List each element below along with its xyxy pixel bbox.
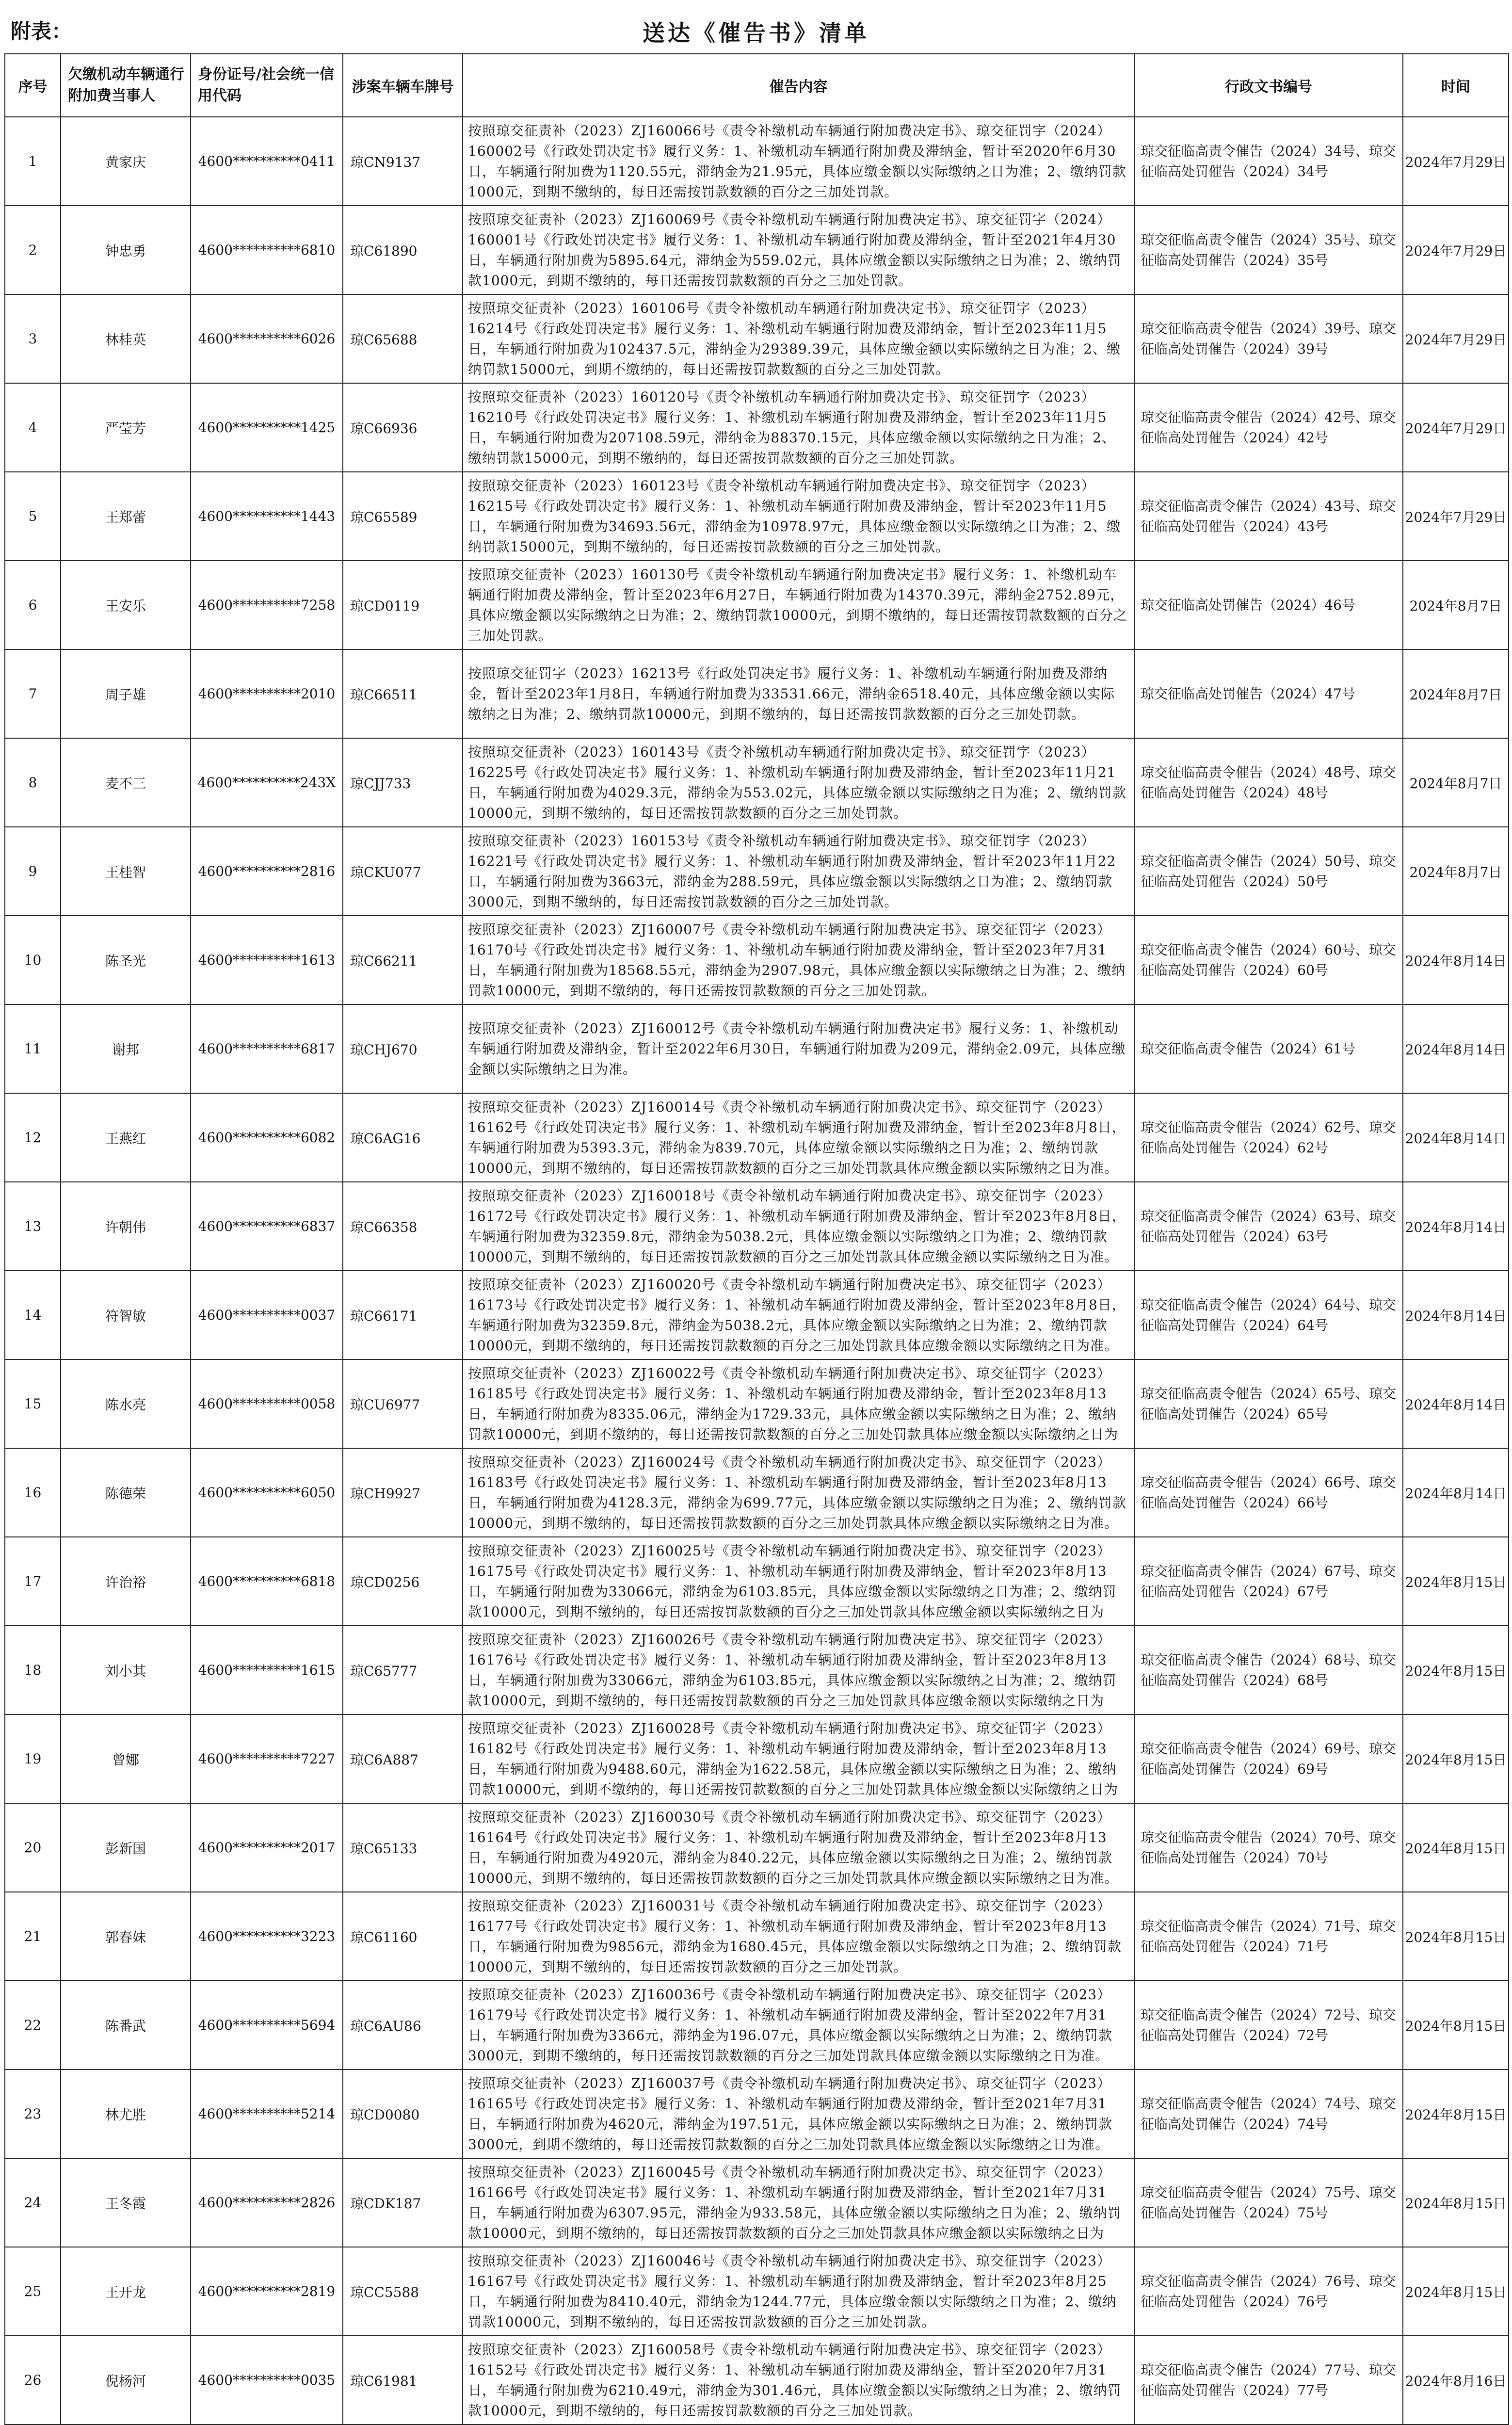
cell-id-number: 4600**********6818 — [191, 1537, 343, 1626]
notice-content-text: 按照琼交征责补（2023）ZJ160058号《责令补缴机动车辆通行附加费决定书》、琼交征罚字（2023）16152号《行政处罚决定书》履行义务：1、补缴机动车辆通行附加费及滞纳金，暂计至2020年7月31日，车辆通行附加费为6210.49元，滞纳金为301.46元，具体应缴金额以实际缴纳之日为准；2、缴纳罚款10000元，到期不缴纳的，每日还需按罚款数额的百分之三加处罚款。 — [468, 2341, 1122, 2419]
cell-no: 8 — [5, 738, 61, 827]
cell-party-name: 王桂智 — [61, 827, 191, 916]
cell-document-number: 琼交征临高责令催告（2024）68号、琼交征临高处罚催告（2024）68号 — [1134, 1626, 1403, 1714]
table-row — [5, 827, 1509, 916]
table-row — [5, 117, 1509, 206]
cell-date: 2024年7月29日 — [1403, 206, 1509, 294]
notice-content-text: 按照琼交征责补（2023）ZJ160066号《责令补缴机动车辆通行附加费决定书》、琼交征罚字（2024）160002号《行政处罚决定书》履行义务：1、补缴机动车辆通行附加费及滞纳金，暂计至2020年6月30日，车辆通行附加费为1120.55元，滞纳金为21.95元，具体应缴金额以实际缴纳之日为准；2、缴纳罚款1000元，到期不缴纳的，每日还需按罚款数额的百分之三加处罚款。 — [468, 122, 1126, 200]
cell-document-number: 琼交征临高责令催告（2024）61号 — [1134, 1004, 1403, 1093]
cell-document-number: 琼交征临高责令催告（2024）64号、琼交征临高处罚催告（2024）64号 — [1134, 1271, 1403, 1359]
cell-date: 2024年8月7日 — [1403, 827, 1509, 916]
cell-notice-content — [463, 916, 1134, 1004]
cell-party-name: 王安乐 — [61, 561, 191, 649]
cell-date: 2024年8月14日 — [1403, 1004, 1509, 1093]
table-row — [5, 2069, 1509, 2158]
page-title: 送达《催告书》清单 — [643, 20, 869, 46]
cell-no: 9 — [5, 827, 61, 916]
cell-plate-number: 琼C66511 — [343, 649, 463, 738]
notice-content-text: 按照琼交征责补（2023）160143号《责令补缴机动车辆通行附加费决定书》、琼交征罚字（2023）16225号《行政处罚决定书》履行义务：1、补缴机动车辆通行附加费及滞纳金，暂计至2023年11月21日，车辆通行附加费为4029.3元，滞纳金为553.02元，具体应缴金额以实际缴纳之日为准；2、缴纳罚款10000元，到期不缴纳的，每日还需按罚款数额的百分之三加处罚款。 — [468, 744, 1126, 821]
cell-plate-number: 琼C66211 — [343, 916, 463, 1004]
table-row — [5, 472, 1509, 561]
table-row — [5, 2158, 1509, 2247]
cell-id-number: 4600**********2816 — [191, 827, 343, 916]
cell-party-name: 郭春妹 — [61, 1892, 191, 1981]
cell-plate-number: 琼C61160 — [343, 1892, 463, 1981]
cell-plate-number: 琼CJJ733 — [343, 738, 463, 827]
cell-date: 2024年8月15日 — [1403, 1714, 1509, 1803]
cell-document-number: 琼交征临高责令催告（2024）66号、琼交征临高处罚催告（2024）66号 — [1134, 1448, 1403, 1537]
cell-plate-number: 琼C6AG16 — [343, 1093, 463, 1182]
cell-no: 10 — [5, 916, 61, 1004]
cell-no: 4 — [5, 383, 61, 472]
cell-date: 2024年8月7日 — [1403, 649, 1509, 738]
table-row — [5, 2336, 1509, 2425]
cell-id-number: 4600**********6837 — [191, 1182, 343, 1271]
cell-id-number: 4600**********6026 — [191, 294, 343, 383]
cell-party-name: 周子雄 — [61, 649, 191, 738]
cell-no: 17 — [5, 1537, 61, 1626]
notice-content-text: 按照琼交征责补（2023）ZJ160037号《责令补缴机动车辆通行附加费决定书》、琼交征罚字（2023）16165号《行政处罚决定书》履行义务：1、补缴机动车辆通行附加费及滞纳金，暂计至2021年7月31日，车辆通行附加费为4620元，滞纳金为197.51元，具体应缴金额以实际缴纳之日为准；2、缴纳罚款3000元，到期不缴纳的，每日还需按罚款数额的百分之三加处罚款具体应缴金额以实际缴纳之日为准。 — [468, 2075, 1113, 2152]
cell-no: 13 — [5, 1182, 61, 1271]
cell-document-number: 琼交征临高责令催告（2024）70号、琼交征临高处罚催告（2024）70号 — [1134, 1803, 1403, 1892]
cell-id-number: 4600**********2010 — [191, 649, 343, 738]
cell-no: 1 — [5, 117, 61, 206]
notice-content-text: 按照琼交征责补（2023）ZJ160046号《责令补缴机动车辆通行附加费决定书》、琼交征罚字（2023）16167号《行政处罚决定书》履行义务：1、补缴机动车辆通行附加费及滞纳金，暂计至2023年8月25日，车辆通行附加费为8410.40元，滞纳金为1244.77元，具体应缴金额以实际缴纳之日为准；2、缴纳罚款10000元，到期不缴纳的，每日还需按罚款数额的百分之三加处罚款。 — [468, 2252, 1117, 2330]
cell-plate-number: 琼C65133 — [343, 1803, 463, 1892]
cell-date: 2024年8月14日 — [1403, 1093, 1509, 1182]
cell-notice-content — [463, 383, 1134, 472]
cell-party-name: 陈圣光 — [61, 916, 191, 1004]
table-row — [5, 1359, 1509, 1448]
cell-date: 2024年8月14日 — [1403, 1448, 1509, 1537]
cell-id-number: 4600**********5214 — [191, 2069, 343, 2158]
cell-notice-content — [463, 206, 1134, 294]
cell-date: 2024年7月29日 — [1403, 294, 1509, 383]
cell-notice-content — [463, 472, 1134, 561]
cell-id-number: 4600**********0411 — [191, 117, 343, 206]
cell-no: 5 — [5, 472, 61, 561]
cell-party-name: 钟忠勇 — [61, 206, 191, 294]
cell-id-number: 4600**********2017 — [191, 1803, 343, 1892]
cell-no: 20 — [5, 1803, 61, 1892]
cell-document-number: 琼交征临高责令催告（2024）71号、琼交征临高处罚催告（2024）71号 — [1134, 1892, 1403, 1981]
notice-content-text: 按照琼交征责补（2023）ZJ160018号《责令补缴机动车辆通行附加费决定书》、琼交征罚字（2023）16172号《行政处罚决定书》履行义务：1、补缴机动车辆通行附加费及滞纳金，暂计至2023年8月8日，车辆通行附加费为32359.8元，滞纳金为5038.2元，具体应缴金额以实际缴纳之日为准；2、缴纳罚款10000元，到期不缴纳的，每日还需按罚款数额的百分之三加处罚款具体应缴金额以实际缴纳之日为准。 — [468, 1187, 1126, 1265]
cell-plate-number: 琼C66171 — [343, 1271, 463, 1359]
notice-content-text: 按照琼交征责补（2023）160153号《责令补缴机动车辆通行附加费决定书》、琼交征罚字（2023）16221号《行政处罚决定书》履行义务：1、补缴机动车辆通行附加费及滞纳金，暂计至2023年11月22日，车辆通行附加费为3663元，滞纳金为288.59元，具体应缴金额以实际缴纳之日为准；2、缴纳罚款3000元，到期不缴纳的，每日还需按罚款数额的百分之三加处罚款。 — [468, 832, 1116, 910]
column-header-no: 序号 — [5, 54, 61, 117]
cell-plate-number: 琼CU6977 — [343, 1359, 463, 1448]
cell-party-name: 彭新国 — [61, 1803, 191, 1892]
column-header-plate: 涉案车辆车牌号 — [343, 54, 463, 117]
cell-plate-number: 琼CH9927 — [343, 1448, 463, 1537]
cell-no: 22 — [5, 1981, 61, 2069]
cell-no: 2 — [5, 206, 61, 294]
cell-notice-content — [463, 1714, 1134, 1803]
cell-id-number: 4600**********7227 — [191, 1714, 343, 1803]
notice-content-text: 按照琼交征罚字（2023）16213号《行政处罚决定书》履行义务：1、补缴机动车辆通行附加费及滞纳金，暂计至2023年1月8日，车辆通行附加费为33531.66元，滞纳金6518.40元，具体应缴金额以实际缴纳之日为准；2、缴纳罚款10000元，到期不缴纳的，每日还需按罚款数额的百分之三加处罚款。 — [468, 665, 1115, 722]
cell-party-name: 符智敏 — [61, 1271, 191, 1359]
column-header-id: 身份证号/社会统一信用代码 — [191, 54, 343, 117]
cell-no: 12 — [5, 1093, 61, 1182]
cell-document-number: 琼交征临高责令催告（2024）72号、琼交征临高处罚催告（2024）72号 — [1134, 1981, 1403, 2069]
notice-content-text: 按照琼交征责补（2023）ZJ160031号《责令补缴机动车辆通行附加费决定书》、琼交征罚字（2023）16177号《行政处罚决定书》履行义务：1、补缴机动车辆通行附加费及滞纳金，暂计至2023年8月13日，车辆通行附加费为9856元，滞纳金为1680.45元，具体应缴金额以实际缴纳之日为准；2、缴纳罚款10000元，到期不缴纳的，每日还需按罚款数额的百分之三加处罚款。 — [468, 1897, 1122, 1975]
cell-notice-content — [463, 1093, 1134, 1182]
cell-notice-content — [463, 2247, 1134, 2336]
cell-plate-number: 琼C66358 — [343, 1182, 463, 1271]
cell-notice-content — [463, 294, 1134, 383]
cell-date: 2024年8月15日 — [1403, 2247, 1509, 2336]
cell-plate-number: 琼CC5588 — [343, 2247, 463, 2336]
cell-date: 2024年8月15日 — [1403, 1626, 1509, 1714]
table-row — [5, 1626, 1509, 1714]
cell-no: 7 — [5, 649, 61, 738]
cell-document-number: 琼交征临高责令催告（2024）62号、琼交征临高处罚催告（2024）62号 — [1134, 1093, 1403, 1182]
cell-party-name: 王郑蕾 — [61, 472, 191, 561]
cell-id-number: 4600**********5694 — [191, 1981, 343, 2069]
cell-document-number: 琼交征临高责令催告（2024）69号、琼交征临高处罚催告（2024）69号 — [1134, 1714, 1403, 1803]
cell-party-name: 严莹芳 — [61, 383, 191, 472]
cell-party-name: 王冬霞 — [61, 2158, 191, 2247]
notice-content-text: 按照琼交征责补（2023）ZJ160012号《责令补缴机动车辆通行附加费决定书》履行义务：1、补缴机动车辆通行附加费及滞纳金，暂计至2022年6月30日，车辆通行附加费为209元，滞纳金2.09元，具体应缴金额以实际缴纳之日为准。 — [468, 1020, 1126, 1077]
cell-plate-number: 琼CN9137 — [343, 117, 463, 206]
cell-plate-number: 琼C61981 — [343, 2336, 463, 2425]
cell-party-name: 王开龙 — [61, 2247, 191, 2336]
cell-plate-number: 琼C65688 — [343, 294, 463, 383]
cell-date: 2024年8月15日 — [1403, 2069, 1509, 2158]
cell-notice-content — [463, 1448, 1134, 1537]
notice-content-text: 按照琼交征责补（2023）ZJ160036号《责令补缴机动车辆通行附加费决定书》、琼交征罚字（2023）16179号《行政处罚决定书》履行义务：1、补缴机动车辆通行附加费及滞纳金，暂计至2022年7月31日，车辆通行附加费为3366元，滞纳金为196.07元，具体应缴金额以实际缴纳之日为准；2、缴纳罚款3000元，到期不缴纳的，每日还需按罚款数额的百分之三加处罚款具体应缴金额以实际缴纳之日为准。 — [468, 1986, 1113, 2064]
cell-no: 26 — [5, 2336, 61, 2425]
cell-plate-number: 琼CHJ670 — [343, 1004, 463, 1093]
cell-notice-content — [463, 827, 1134, 916]
cell-document-number: 琼交征临高责令催告（2024）67号、琼交征临高处罚催告（2024）67号 — [1134, 1537, 1403, 1626]
cell-notice-content — [463, 1271, 1134, 1359]
table-row — [5, 294, 1509, 383]
cell-party-name: 林桂英 — [61, 294, 191, 383]
cell-date: 2024年8月7日 — [1403, 561, 1509, 649]
cell-no: 3 — [5, 294, 61, 383]
table-row — [5, 649, 1509, 738]
cell-notice-content — [463, 2069, 1134, 2158]
table-header-row — [5, 54, 1509, 117]
cell-plate-number: 琼C61890 — [343, 206, 463, 294]
table-row — [5, 916, 1509, 1004]
cell-document-number: 琼交征临高责令催告（2024）48号、琼交征临高处罚催告（2024）48号 — [1134, 738, 1403, 827]
cell-party-name: 倪杨河 — [61, 2336, 191, 2425]
cell-no: 16 — [5, 1448, 61, 1537]
table-row — [5, 1537, 1509, 1626]
cell-notice-content — [463, 1537, 1134, 1626]
document-header — [0, 0, 1512, 53]
cell-document-number: 琼交征临高责令催告（2024）65号、琼交征临高处罚催告（2024）65号 — [1134, 1359, 1403, 1448]
cell-notice-content — [463, 738, 1134, 827]
cell-date: 2024年8月14日 — [1403, 1359, 1509, 1448]
table-row — [5, 561, 1509, 649]
cell-party-name: 谢邦 — [61, 1004, 191, 1093]
column-header-time: 时间 — [1403, 54, 1509, 117]
cell-plate-number: 琼C65777 — [343, 1626, 463, 1714]
cell-document-number: 琼交征临高责令催告（2024）35号、琼交征临高处罚催告（2024）35号 — [1134, 206, 1403, 294]
table-row — [5, 206, 1509, 294]
cell-party-name: 林尤胜 — [61, 2069, 191, 2158]
cell-document-number: 琼交征临高责令催告（2024）34号、琼交征临高处罚催告（2024）34号 — [1134, 117, 1403, 206]
table-row — [5, 738, 1509, 827]
cell-id-number: 4600**********0058 — [191, 1359, 343, 1448]
cell-notice-content — [463, 1892, 1134, 1981]
notice-content-text: 按照琼交征责补（2023）ZJ160024号《责令补缴机动车辆通行附加费决定书》、琼交征罚字（2023）16183号《行政处罚决定书》履行义务：1、补缴机动车辆通行附加费及滞纳金，暂计至2023年8月13日，车辆通行附加费为4128.3元，滞纳金为699.77元，具体应缴金额以实际缴纳之日为准；2、缴纳罚款10000元，到期不缴纳的，每日还需按罚款数额的百分之三加处罚款具体应缴金额以实际缴纳之日为准。 — [468, 1454, 1126, 1531]
cell-date: 2024年7月29日 — [1403, 117, 1509, 206]
cell-party-name: 王燕红 — [61, 1093, 191, 1182]
cell-date: 2024年8月14日 — [1403, 1271, 1509, 1359]
cell-date: 2024年8月15日 — [1403, 1537, 1509, 1626]
cell-id-number: 4600**********7258 — [191, 561, 343, 649]
cell-no: 6 — [5, 561, 61, 649]
cell-id-number: 4600**********0037 — [191, 1271, 343, 1359]
cell-date: 2024年8月15日 — [1403, 1803, 1509, 1892]
cell-id-number: 4600**********0035 — [191, 2336, 343, 2425]
cell-notice-content — [463, 117, 1134, 206]
table-row — [5, 1182, 1509, 1271]
notice-content-text: 按照琼交征责补（2023）ZJ160022号《责令补缴机动车辆通行附加费决定书》、琼交征罚字（2023）16185号《行政处罚决定书》履行义务：1、补缴机动车辆通行附加费及滞纳金，暂计至2023年8月13日，车辆通行附加费为8335.06元，滞纳金为1729.33元，具体应缴金额以实际缴纳之日为准；2、缴纳罚款10000元，到期不缴纳的，每日还需按罚款数额的百分之三加处罚款具体应缴金额以实际缴纳之日为 — [468, 1365, 1119, 1442]
cell-id-number: 4600**********2819 — [191, 2247, 343, 2336]
cell-party-name: 陈水亮 — [61, 1359, 191, 1448]
cell-id-number: 4600**********6082 — [191, 1093, 343, 1182]
cell-no: 18 — [5, 1626, 61, 1714]
cell-party-name: 许治裕 — [61, 1537, 191, 1626]
table-row — [5, 1093, 1509, 1182]
cell-id-number: 4600**********6050 — [191, 1448, 343, 1537]
cell-plate-number: 琼CD0119 — [343, 561, 463, 649]
cell-id-number: 4600**********6810 — [191, 206, 343, 294]
notice-content-text: 按照琼交征责补（2023）160106号《责令补缴机动车辆通行附加费决定书》、琼交征罚字（2023）16214号《行政处罚决定书》履行义务：1、补缴机动车辆通行附加费及滞纳金，暂计至2023年11月5日，车辆通行附加费为102437.5元，滞纳金为29389.39元，具体应缴金额以实际缴纳之日为准；2、缴纳罚款15000元，到期不缴纳的，每日还需按罚款数额的百分之三加处罚款。 — [468, 300, 1121, 377]
cell-document-number: 琼交征临高责令催告（2024）43号、琼交征临高处罚催告（2024）43号 — [1134, 472, 1403, 561]
cell-plate-number: 琼C66936 — [343, 383, 463, 472]
cell-notice-content — [463, 1004, 1134, 1093]
table-row — [5, 1892, 1509, 1981]
cell-no: 11 — [5, 1004, 61, 1093]
cell-document-number: 琼交征临高责令催告（2024）50号、琼交征临高处罚催告（2024）50号 — [1134, 827, 1403, 916]
cell-date: 2024年7月29日 — [1403, 472, 1509, 561]
cell-document-number: 琼交征临高责令催告（2024）60号、琼交征临高处罚催告（2024）60号 — [1134, 916, 1403, 1004]
cell-id-number: 4600**********1613 — [191, 916, 343, 1004]
cell-document-number: 琼交征临高责令催告（2024）74号、琼交征临高处罚催告（2024）74号 — [1134, 2069, 1403, 2158]
cell-party-name: 麦不三 — [61, 738, 191, 827]
cell-id-number: 4600**********1443 — [191, 472, 343, 561]
cell-plate-number: 琼C6AU86 — [343, 1981, 463, 2069]
cell-no: 24 — [5, 2158, 61, 2247]
notice-content-text: 按照琼交征责补（2023）ZJ160030号《责令补缴机动车辆通行附加费决定书》、琼交征罚字（2023）16164号《行政处罚决定书》履行义务：1、补缴机动车辆通行附加费及滞纳金，暂计至2023年8月13日，车辆通行附加费为4920元，滞纳金为840.22元，具体应缴金额以实际缴纳之日为准；2、缴纳罚款10000元，到期不缴纳的，每日还需按罚款数额的百分之三加处罚款具体应缴金额以实际缴纳之日为准。 — [468, 1809, 1119, 1886]
cell-date: 2024年8月15日 — [1403, 2158, 1509, 2247]
cell-id-number: 4600**********2826 — [191, 2158, 343, 2247]
table-row — [5, 1803, 1509, 1892]
cell-id-number: 4600**********243X — [191, 738, 343, 827]
cell-date: 2024年8月14日 — [1403, 916, 1509, 1004]
notice-content-text: 按照琼交征责补（2023）160130号《责令补缴机动车辆通行附加费决定书》履行义务：1、补缴机动车辆通行附加费及滞纳金，暂计至2023年6月27日，车辆通行附加费为14370.39元，滞纳金2752.89元，具体应缴金额以实际缴纳之日为准；2、缴纳罚款10000元，到期不缴纳的，每日还需按罚款数额的百分之三加处罚款。 — [468, 566, 1127, 644]
notice-content-text: 按照琼交征责补（2023）ZJ160014号《责令补缴机动车辆通行附加费决定书》、琼交征罚字（2023）16162号《行政处罚决定书》履行义务：1、补缴机动车辆通行附加费及滞纳金，暂计至2023年8月8日，车辆通行附加费为5393.3元，滞纳金为839.70元，具体应缴金额以实际缴纳之日为准；2、缴纳罚款10000元，到期不缴纳的，每日还需按罚款数额的百分之三加处罚款具体应缴金额以实际缴纳之日为准。 — [468, 1099, 1126, 1176]
notice-content-text: 按照琼交征责补（2023）160123号《责令补缴机动车辆通行附加费决定书》、琼交征罚字（2023）16215号《行政处罚决定书》履行义务：1、补缴机动车辆通行附加费及滞纳金，暂计至2023年11月5日，车辆通行附加费为34693.56元，滞纳金为10978.97元，具体应缴金额以实际缴纳之日为准；2、缴纳罚款15000元，到期不缴纳的，每日还需按罚款数额的百分之三加处罚款。 — [468, 477, 1121, 555]
cell-plate-number: 琼CDK187 — [343, 2158, 463, 2247]
cell-notice-content — [463, 2158, 1134, 2247]
cell-no: 19 — [5, 1714, 61, 1803]
table-row — [5, 1714, 1509, 1803]
cell-notice-content — [463, 1803, 1134, 1892]
column-header-content: 催告内容 — [463, 54, 1134, 117]
cell-party-name: 曾娜 — [61, 1714, 191, 1803]
cell-date: 2024年8月16日 — [1403, 2336, 1509, 2425]
cell-plate-number: 琼CKU077 — [343, 827, 463, 916]
table-row — [5, 1448, 1509, 1537]
cell-no: 25 — [5, 2247, 61, 2336]
cell-document-number: 琼交征临高责令催告（2024）77号、琼交征临高处罚催告（2024）77号 — [1134, 2336, 1403, 2425]
cell-date: 2024年8月14日 — [1403, 1182, 1509, 1271]
cell-notice-content — [463, 2336, 1134, 2425]
cell-no: 15 — [5, 1359, 61, 1448]
table-row — [5, 2247, 1509, 2336]
cell-date: 2024年8月15日 — [1403, 1981, 1509, 2069]
notice-content-text: 按照琼交征责补（2023）160120号《责令补缴机动车辆通行附加费决定书》、琼交征罚字（2023）16210号《行政处罚决定书》履行义务：1、补缴机动车辆通行附加费及滞纳金，暂计至2023年11月5日，车辆通行附加费为207108.59元，滞纳金为88370.15元，具体应缴金额以实际缴纳之日为准；2、缴纳罚款15000元，到期不缴纳的，每日还需按罚款数额的百分之三加处罚款。 — [468, 388, 1116, 466]
cell-document-number: 琼交征临高责令催告（2024）75号、琼交征临高处罚催告（2024）75号 — [1134, 2158, 1403, 2247]
attachment-label: 附表： — [11, 19, 72, 43]
notice-content-text: 按照琼交征责补（2023）ZJ160025号《责令补缴机动车辆通行附加费决定书》、琼交征罚字（2023）16175号《行政处罚决定书》履行义务：1、补缴机动车辆通行附加费及滞纳金，暂计至2023年8月13日，车辆通行附加费为33066元，滞纳金为6103.85元，具体应缴金额以实际缴纳之日为准；2、缴纳罚款10000元，到期不缴纳的，每日还需按罚款数额的百分之三加处罚款具体应缴金额以实际缴纳之日为 — [468, 1542, 1117, 1620]
cell-no: 21 — [5, 1892, 61, 1981]
cell-date: 2024年8月7日 — [1403, 738, 1509, 827]
cell-no: 14 — [5, 1271, 61, 1359]
cell-date: 2024年8月15日 — [1403, 1892, 1509, 1981]
notice-content-text: 按照琼交征责补（2023）ZJ160007号《责令补缴机动车辆通行附加费决定书》、琼交征罚字（2023）16170号《行政处罚决定书》履行义务：1、补缴机动车辆通行附加费及滞纳金，暂计至2023年7月31日，车辆通行附加费为18568.55元，滞纳金为2907.98元，具体应缴金额以实际缴纳之日为准；2、缴纳罚款10000元，到期不缴纳的，每日还需按罚款数额的百分之三加处罚款。 — [468, 921, 1126, 999]
cell-id-number: 4600**********6817 — [191, 1004, 343, 1093]
cell-party-name: 陈德荣 — [61, 1448, 191, 1537]
cell-notice-content — [463, 1359, 1134, 1448]
cell-notice-content — [463, 1182, 1134, 1271]
cell-document-number: 琼交征临高责令催告（2024）76号、琼交征临高处罚催告（2024）76号 — [1134, 2247, 1403, 2336]
cell-party-name: 黄家庆 — [61, 117, 191, 206]
cell-id-number: 4600**********3223 — [191, 1892, 343, 1981]
notice-list-table — [4, 53, 1509, 2425]
cell-party-name: 许朝伟 — [61, 1182, 191, 1271]
notice-content-text: 按照琼交征责补（2023）ZJ160028号《责令补缴机动车辆通行附加费决定书》、琼交征罚字（2023）16182号《行政处罚决定书》履行义务：1、补缴机动车辆通行附加费及滞纳金，暂计至2023年8月13日，车辆通行附加费为9488.60元，滞纳金为1622.58元，具体应缴金额以实际缴纳之日为准；2、缴纳罚款10000元，到期不缴纳的，每日还需按罚款数额的百分之三加处罚款具体应缴金额以实际缴纳之日为 — [468, 1720, 1119, 1797]
notice-content-text: 按照琼交征责补（2023）ZJ160045号《责令补缴机动车辆通行附加费决定书》、琼交征罚字（2023）16166号《行政处罚决定书》履行义务：1、补缴机动车辆通行附加费及滞纳金，暂计至2021年7月31日，车辆通行附加费为6307.95元，滞纳金为933.58元，具体应缴金额以实际缴纳之日为准；2、缴纳罚款10000元，到期不缴纳的，每日还需按罚款数额的百分之三加处罚款具体应缴金额以实际缴纳之日为 — [468, 2164, 1122, 2241]
table-row — [5, 1271, 1509, 1359]
cell-document-number: 琼交征临高处罚催告（2024）47号 — [1134, 649, 1403, 738]
cell-document-number: 琼交征临高处罚催告（2024）46号 — [1134, 561, 1403, 649]
notice-content-text: 按照琼交征责补（2023）ZJ160069号《责令补缴机动车辆通行附加费决定书》、琼交征罚字（2024）160001号《行政处罚决定书》履行义务：1、补缴机动车辆通行附加费及滞纳金，暂计至2021年4月30日，车辆通行附加费为5895.64元，滞纳金为559.02元，具体应缴金额以实际缴纳之日为准；2、缴纳罚款1000元，到期不缴纳的，每日还需按罚款数额的百分之三加处罚款。 — [468, 211, 1122, 289]
cell-document-number: 琼交征临高责令催告（2024）63号、琼交征临高处罚催告（2024）63号 — [1134, 1182, 1403, 1271]
cell-notice-content — [463, 649, 1134, 738]
cell-document-number: 琼交征临高责令催告（2024）42号、琼交征临高处罚催告（2024）42号 — [1134, 383, 1403, 472]
cell-plate-number: 琼CD0256 — [343, 1537, 463, 1626]
notice-content-text: 按照琼交征责补（2023）ZJ160026号《责令补缴机动车辆通行附加费决定书》、琼交征罚字（2023）16176号《行政处罚决定书》履行义务：1、补缴机动车辆通行附加费及滞纳金，暂计至2023年8月13日，车辆通行附加费为33066元，滞纳金为6103.85元，具体应缴金额以实际缴纳之日为准；2、缴纳罚款10000元，到期不缴纳的，每日还需按罚款数额的百分之三加处罚款具体应缴金额以实际缴纳之日为 — [468, 1631, 1117, 1709]
cell-party-name: 刘小其 — [61, 1626, 191, 1714]
table-row — [5, 383, 1509, 472]
column-header-doc-no: 行政文书编号 — [1134, 54, 1403, 117]
cell-plate-number: 琼C65589 — [343, 472, 463, 561]
cell-notice-content — [463, 1981, 1134, 2069]
cell-notice-content — [463, 561, 1134, 649]
cell-party-name: 陈番武 — [61, 1981, 191, 2069]
cell-plate-number: 琼C6A887 — [343, 1714, 463, 1803]
cell-plate-number: 琼CD0080 — [343, 2069, 463, 2158]
cell-notice-content — [463, 1626, 1134, 1714]
column-header-party: 欠缴机动车辆通行附加费当事人 — [61, 54, 191, 117]
cell-no: 23 — [5, 2069, 61, 2158]
table-row — [5, 1981, 1509, 2069]
cell-document-number: 琼交征临高责令催告（2024）39号、琼交征临高处罚催告（2024）39号 — [1134, 294, 1403, 383]
cell-id-number: 4600**********1615 — [191, 1626, 343, 1714]
cell-date: 2024年7月29日 — [1403, 383, 1509, 472]
notice-content-text: 按照琼交征责补（2023）ZJ160020号《责令补缴机动车辆通行附加费决定书》、琼交征罚字（2023）16173号《行政处罚决定书》履行义务：1、补缴机动车辆通行附加费及滞纳金，暂计至2023年8月8日，车辆通行附加费为32359.8元，滞纳金为5038.2元，具体应缴金额以实际缴纳之日为准；2、缴纳罚款10000元，到期不缴纳的，每日还需按罚款数额的百分之三加处罚款具体应缴金额以实际缴纳之日为准。 — [468, 1276, 1126, 1354]
cell-id-number: 4600**********1425 — [191, 383, 343, 472]
table-row — [5, 1004, 1509, 1093]
